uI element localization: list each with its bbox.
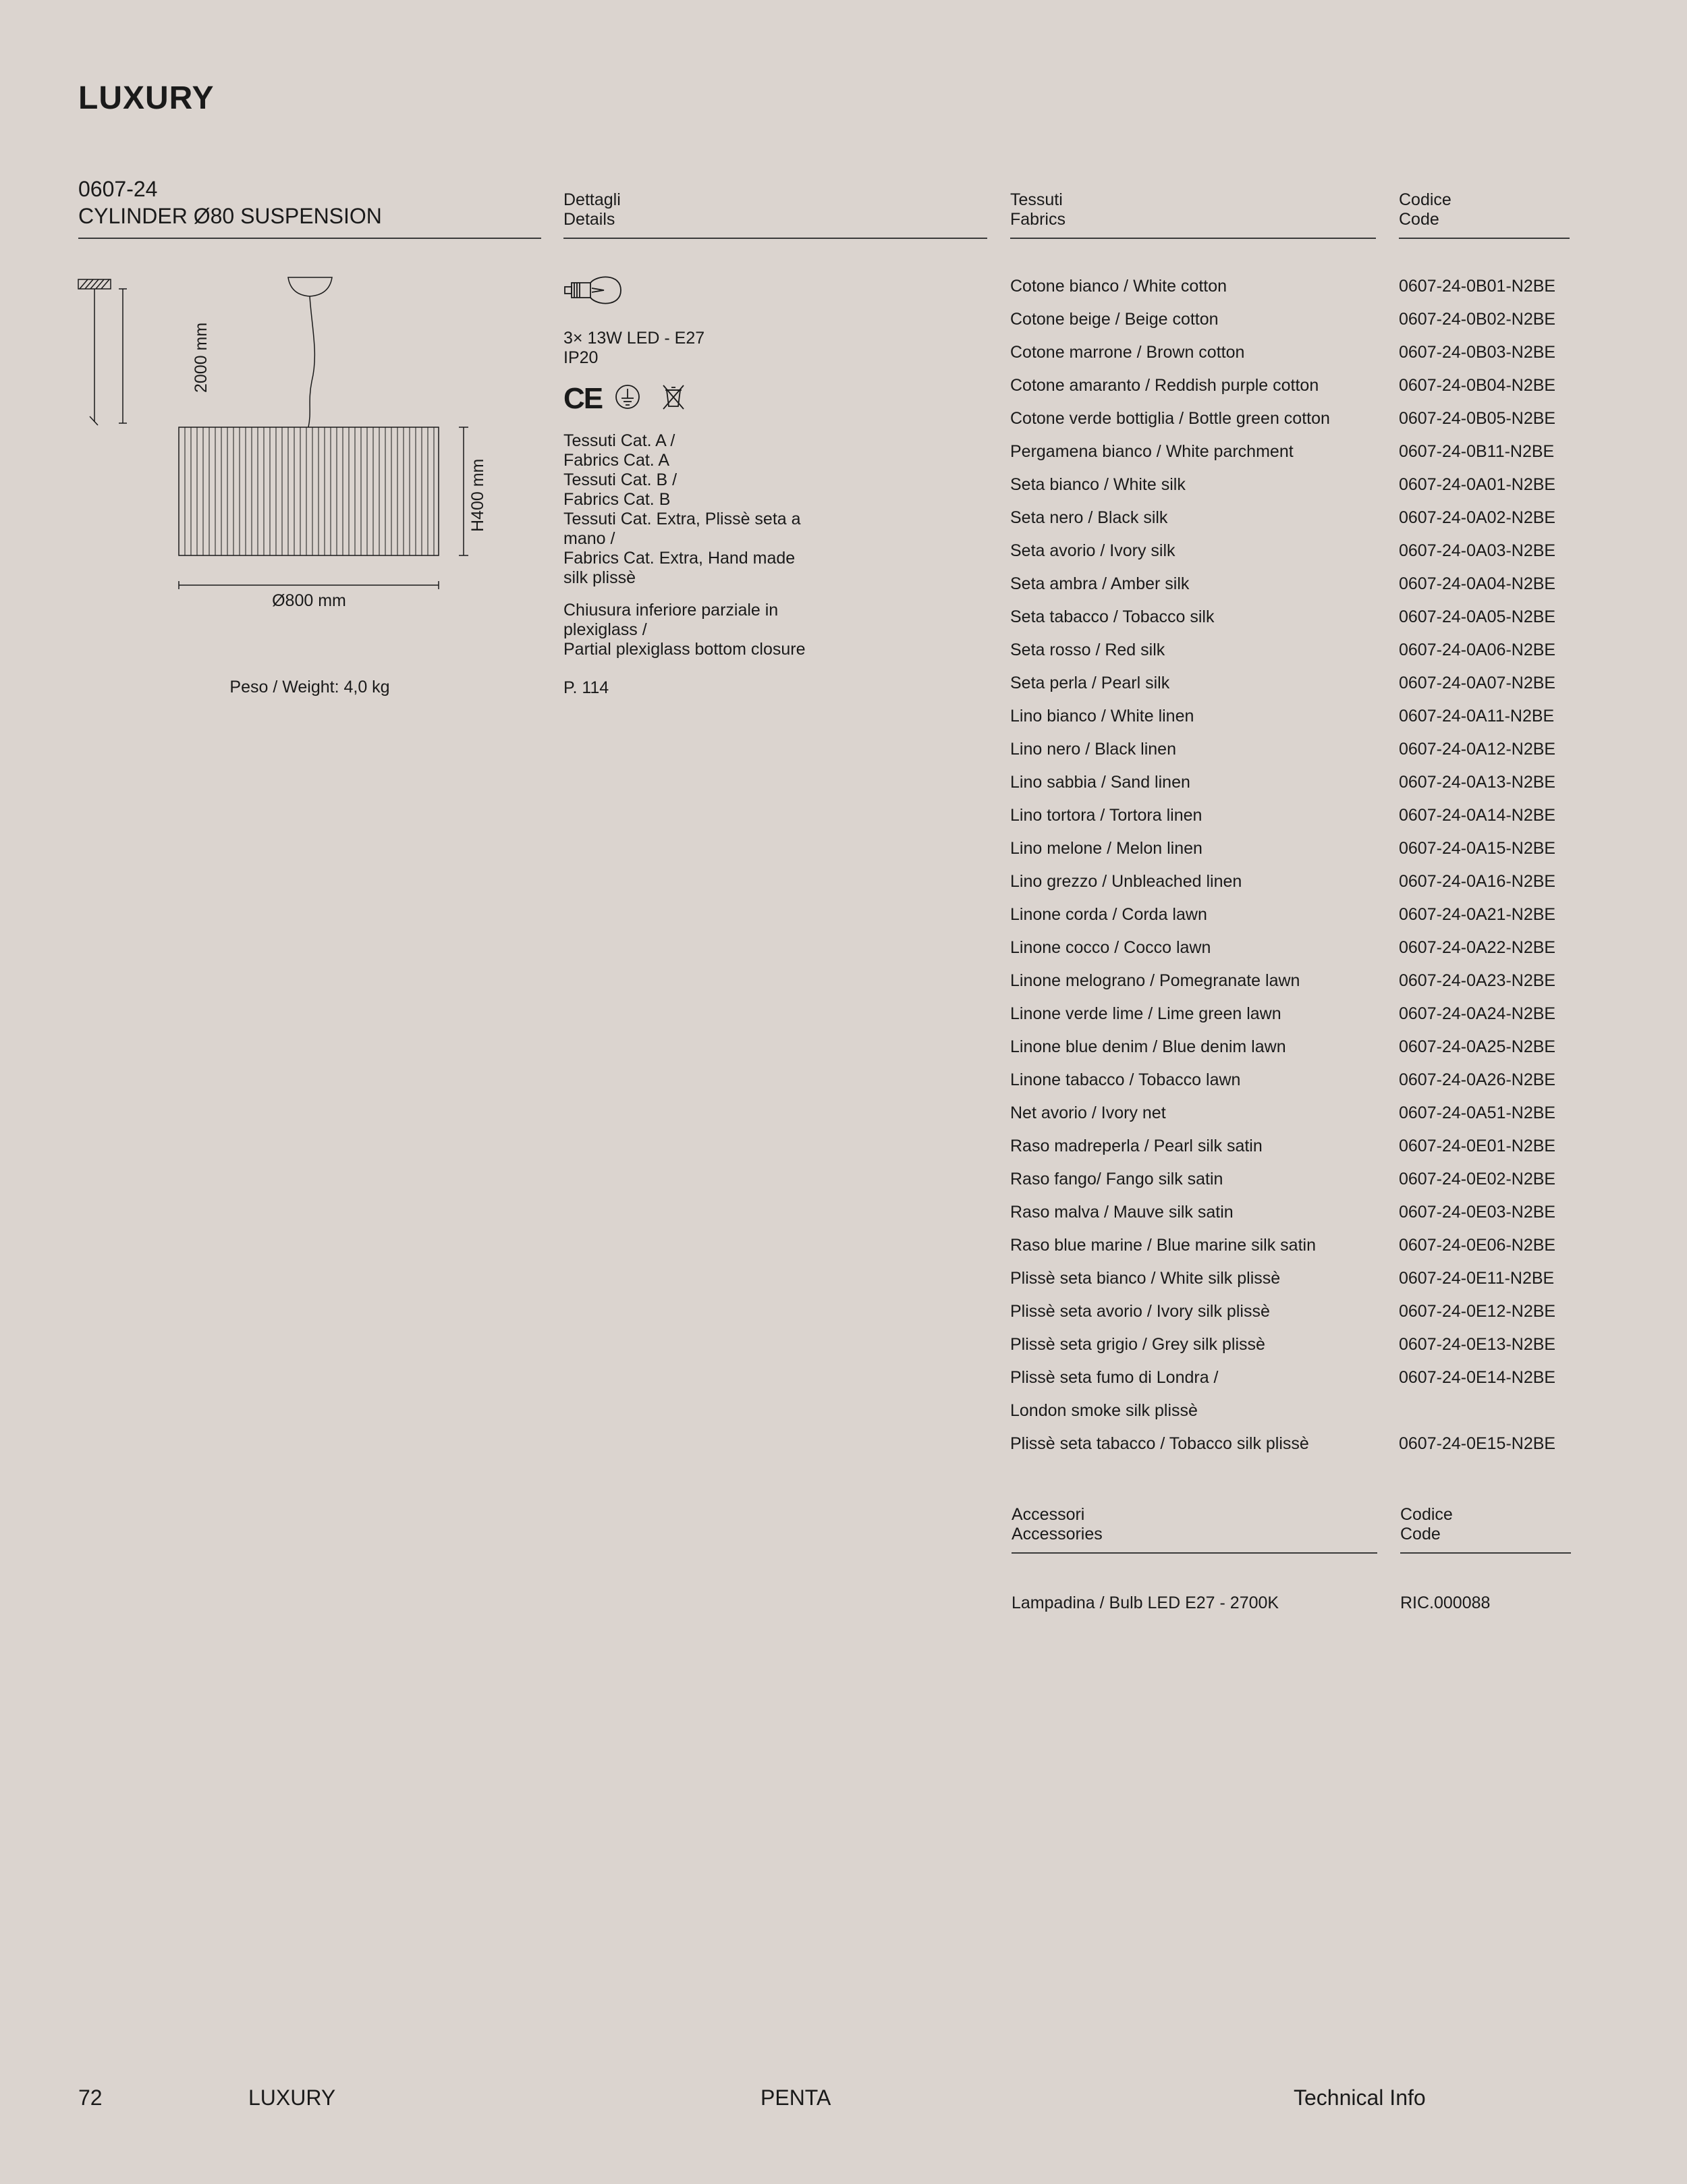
fabric-row-label: Linone blue denim / Blue denim lawn — [1010, 1037, 1286, 1056]
fabric-row-label: Raso malva / Mauve silk satin — [1010, 1203, 1234, 1222]
accessories-header-it: Accessori — [1012, 1505, 1085, 1524]
closure-line: Chiusura inferiore parziale in — [563, 601, 779, 620]
fabric-row-code: 0607-24-0B04-N2BE — [1399, 376, 1556, 395]
fabric-row-label: London smoke silk plissè — [1010, 1401, 1198, 1420]
fabric-row-label: Seta ambra / Amber silk — [1010, 574, 1190, 593]
closure-line: Partial plexiglass bottom closure — [563, 640, 806, 659]
closure-line: plexiglass / — [563, 620, 647, 639]
fabric-row-code: 0607-24-0A02-N2BE — [1399, 508, 1556, 527]
fabric-cat-line: Tessuti Cat. B / — [563, 470, 677, 489]
dim-400-label: H400 mm — [468, 458, 487, 532]
fabric-row-label: Lino bianco / White linen — [1010, 707, 1194, 726]
fabric-row-code: 0607-24-0E06-N2BE — [1399, 1236, 1556, 1255]
fabric-row-code: 0607-24-0E01-N2BE — [1399, 1137, 1556, 1155]
accessories-code-header — [1400, 1505, 1453, 1544]
code-header-en: Code — [1399, 210, 1439, 229]
fabric-row-code: 0607-24-0E11-N2BE — [1399, 1269, 1555, 1288]
page-brand-title: LUXURY — [78, 80, 215, 116]
fabric-row-label: Seta tabacco / Tobacco silk — [1010, 607, 1215, 626]
fabric-row-label: Linone verde lime / Lime green lawn — [1010, 1004, 1281, 1023]
code-header-it: Codice — [1399, 190, 1451, 209]
fabric-row-label: Seta avorio / Ivory silk — [1010, 541, 1176, 560]
fabric-cat-line: Tessuti Cat. A / — [563, 431, 675, 450]
fabric-row-label: Net avorio / Ivory net — [1010, 1103, 1166, 1122]
fabric-row-code: 0607-24-0A14-N2BE — [1399, 806, 1556, 825]
fabric-row-label: Raso fango/ Fango silk satin — [1010, 1170, 1223, 1189]
fabric-row-code: 0607-24-0A11-N2BE — [1399, 707, 1555, 726]
fabric-row-label: Pergamena bianco / White parchment — [1010, 442, 1294, 461]
accessories-header — [1012, 1505, 1103, 1544]
lamp-power: 3× 13W LED - E27 — [563, 329, 705, 348]
fabric-row-code: 0607-24-0A23-N2BE — [1399, 971, 1556, 990]
fabric-row-code: 0607-24-0A13-N2BE — [1399, 773, 1556, 792]
fabrics-header-it: Tessuti — [1010, 190, 1063, 209]
divider — [563, 238, 987, 239]
fabric-row-code: 0607-24-0A15-N2BE — [1399, 839, 1556, 858]
fabric-row-code: 0607-24-0A07-N2BE — [1399, 674, 1556, 692]
fabric-row-label: Cotone verde bottiglia / Bottle green cotton — [1010, 409, 1330, 428]
fabric-row-code: 0607-24-0A51-N2BE — [1399, 1103, 1556, 1122]
canopy — [288, 277, 332, 296]
lamp-spec — [563, 329, 704, 368]
footer-brand: PENTA — [760, 2085, 831, 2110]
dim-2000-label: 2000 mm — [192, 322, 211, 393]
footer-chapter: Technical Info — [1294, 2085, 1426, 2110]
ground-icon — [614, 383, 641, 410]
fabric-row-code: 0607-24-0B05-N2BE — [1399, 409, 1556, 428]
fabric-row-label: Cotone bianco / White cotton — [1010, 277, 1227, 296]
fabric-row-label: Linone tabacco / Tobacco lawn — [1010, 1070, 1241, 1089]
page-reference: P. 114 — [563, 678, 609, 697]
fabric-cat-line: Fabrics Cat. B — [563, 490, 671, 509]
fabric-row-label: Linone cocco / Cocco lawn — [1010, 938, 1211, 957]
fabric-row-code: 0607-24-0A24-N2BE — [1399, 1004, 1556, 1023]
fabric-row-label: Seta rosso / Red silk — [1010, 640, 1165, 659]
fabric-row-code: 0607-24-0E12-N2BE — [1399, 1302, 1556, 1321]
fabric-row-code: 0607-24-0A16-N2BE — [1399, 872, 1556, 891]
fabric-categories — [563, 431, 860, 588]
fabric-row-label: Plissè seta avorio / Ivory silk plissè — [1010, 1302, 1270, 1321]
fabric-row-code: 0607-24-0E02-N2BE — [1399, 1170, 1556, 1189]
ce-mark-icon: CE — [563, 382, 603, 415]
fabric-row-label: Linone corda / Corda lawn — [1010, 905, 1207, 924]
fabric-row-label: Cotone amaranto / Reddish purple cotton — [1010, 376, 1319, 395]
details-header-it: Dettagli — [563, 190, 621, 209]
fabrics-header-en: Fabrics — [1010, 210, 1066, 229]
fabric-row-label: Lino grezzo / Unbleached linen — [1010, 872, 1242, 891]
fabric-row-code: 0607-24-0A04-N2BE — [1399, 574, 1556, 593]
fabric-row-label: Raso blue marine / Blue marine silk satin — [1010, 1236, 1316, 1255]
footer-page-number: 72 — [78, 2085, 103, 2110]
fabric-row-code: 0607-24-0B03-N2BE — [1399, 343, 1556, 362]
fabric-row-code: 0607-24-0E03-N2BE — [1399, 1203, 1556, 1222]
fabric-row-label: Lino nero / Black linen — [1010, 740, 1176, 759]
fabric-row-label: Raso madreperla / Pearl silk satin — [1010, 1137, 1263, 1155]
suspension-cable — [308, 296, 314, 427]
fabric-row-label: Plissè seta fumo di Londra / — [1010, 1368, 1219, 1387]
weight-label: Peso / Weight: 4,0 kg — [229, 678, 390, 697]
product-code: 0607-24 — [78, 177, 158, 201]
divider — [1400, 1552, 1571, 1554]
weee-bin-icon — [660, 382, 687, 412]
closure-note — [563, 601, 874, 659]
fabric-row-label: Cotone marrone / Brown cotton — [1010, 343, 1245, 362]
fabric-row-label: Seta perla / Pearl silk — [1010, 674, 1170, 692]
fabric-row-code: 0607-24-0A25-N2BE — [1399, 1037, 1556, 1056]
fabric-row-label: Linone melograno / Pomegranate lawn — [1010, 971, 1300, 990]
fabric-row-code: 0607-24-0A12-N2BE — [1399, 740, 1556, 759]
fabric-row-label: Lino tortora / Tortora linen — [1010, 806, 1202, 825]
fabric-cat-line: silk plissè — [563, 568, 636, 587]
hatch — [80, 279, 109, 289]
divider — [1012, 1552, 1377, 1554]
fabric-row-label: Lino melone / Melon linen — [1010, 839, 1202, 858]
fabric-row-code: 0607-24-0B01-N2BE — [1399, 277, 1556, 296]
accessories-code-header-en: Code — [1400, 1525, 1441, 1544]
fabric-cat-line: Tessuti Cat. Extra, Plissè seta a — [563, 510, 801, 528]
fabric-row-code: 0607-24-0B11-N2BE — [1399, 442, 1555, 461]
fabric-row-code: 0607-24-0A26-N2BE — [1399, 1070, 1556, 1089]
fabric-row-code: 0607-24-0A06-N2BE — [1399, 640, 1556, 659]
footer-section: LUXURY — [248, 2085, 336, 2110]
divider — [1010, 238, 1376, 239]
technical-drawing — [67, 267, 553, 645]
fabric-cat-line: mano / — [563, 529, 615, 548]
details-header-en: Details — [563, 210, 615, 229]
divider — [1399, 238, 1570, 239]
code-header — [1399, 190, 1451, 229]
fabric-row-code: 0607-24-0A22-N2BE — [1399, 938, 1556, 957]
fabric-row-label: Plissè seta grigio / Grey silk plissè — [1010, 1335, 1265, 1354]
fabric-row-label: Plissè seta bianco / White silk plissè — [1010, 1269, 1281, 1288]
fabric-row-code: 0607-24-0A05-N2BE — [1399, 607, 1556, 626]
lamp-shade — [179, 427, 439, 555]
fabrics-header — [1010, 190, 1066, 229]
fabric-row-label: Plissè seta tabacco / Tobacco silk plissè — [1010, 1434, 1309, 1453]
accessory-code: RIC.000088 — [1400, 1593, 1491, 1612]
details-header — [563, 190, 621, 229]
bulb-icon — [563, 273, 631, 314]
fabric-cat-line: Fabrics Cat. A — [563, 451, 669, 470]
divider — [78, 238, 541, 239]
product-name: CYLINDER Ø80 SUSPENSION — [78, 204, 382, 228]
pleats — [185, 427, 434, 555]
fabric-row-label: Seta bianco / White silk — [1010, 475, 1186, 494]
accessories-header-en: Accessories — [1012, 1525, 1103, 1544]
fabric-row-code: 0607-24-0E14-N2BE — [1399, 1368, 1556, 1387]
fabric-row-code: 0607-24-0B02-N2BE — [1399, 310, 1556, 329]
ip-rating: IP20 — [563, 348, 599, 367]
accessories-code-header-it: Codice — [1400, 1505, 1453, 1524]
accessory-label: Lampadina / Bulb LED E27 - 2700K — [1012, 1593, 1279, 1612]
fabric-row-code: 0607-24-0A21-N2BE — [1399, 905, 1556, 924]
fabric-row-label: Seta nero / Black silk — [1010, 508, 1168, 527]
fabric-row-code: 0607-24-0A03-N2BE — [1399, 541, 1556, 560]
fabric-row-code: 0607-24-0E15-N2BE — [1399, 1434, 1556, 1453]
fabric-row-label: Lino sabbia / Sand linen — [1010, 773, 1190, 792]
fabric-row-code: 0607-24-0A01-N2BE — [1399, 475, 1556, 494]
fabric-row-label: Cotone beige / Beige cotton — [1010, 310, 1219, 329]
dim-800-label: Ø800 mm — [272, 591, 346, 610]
fabric-row-code: 0607-24-0E13-N2BE — [1399, 1335, 1556, 1354]
fabric-cat-line: Fabrics Cat. Extra, Hand made — [563, 549, 796, 568]
